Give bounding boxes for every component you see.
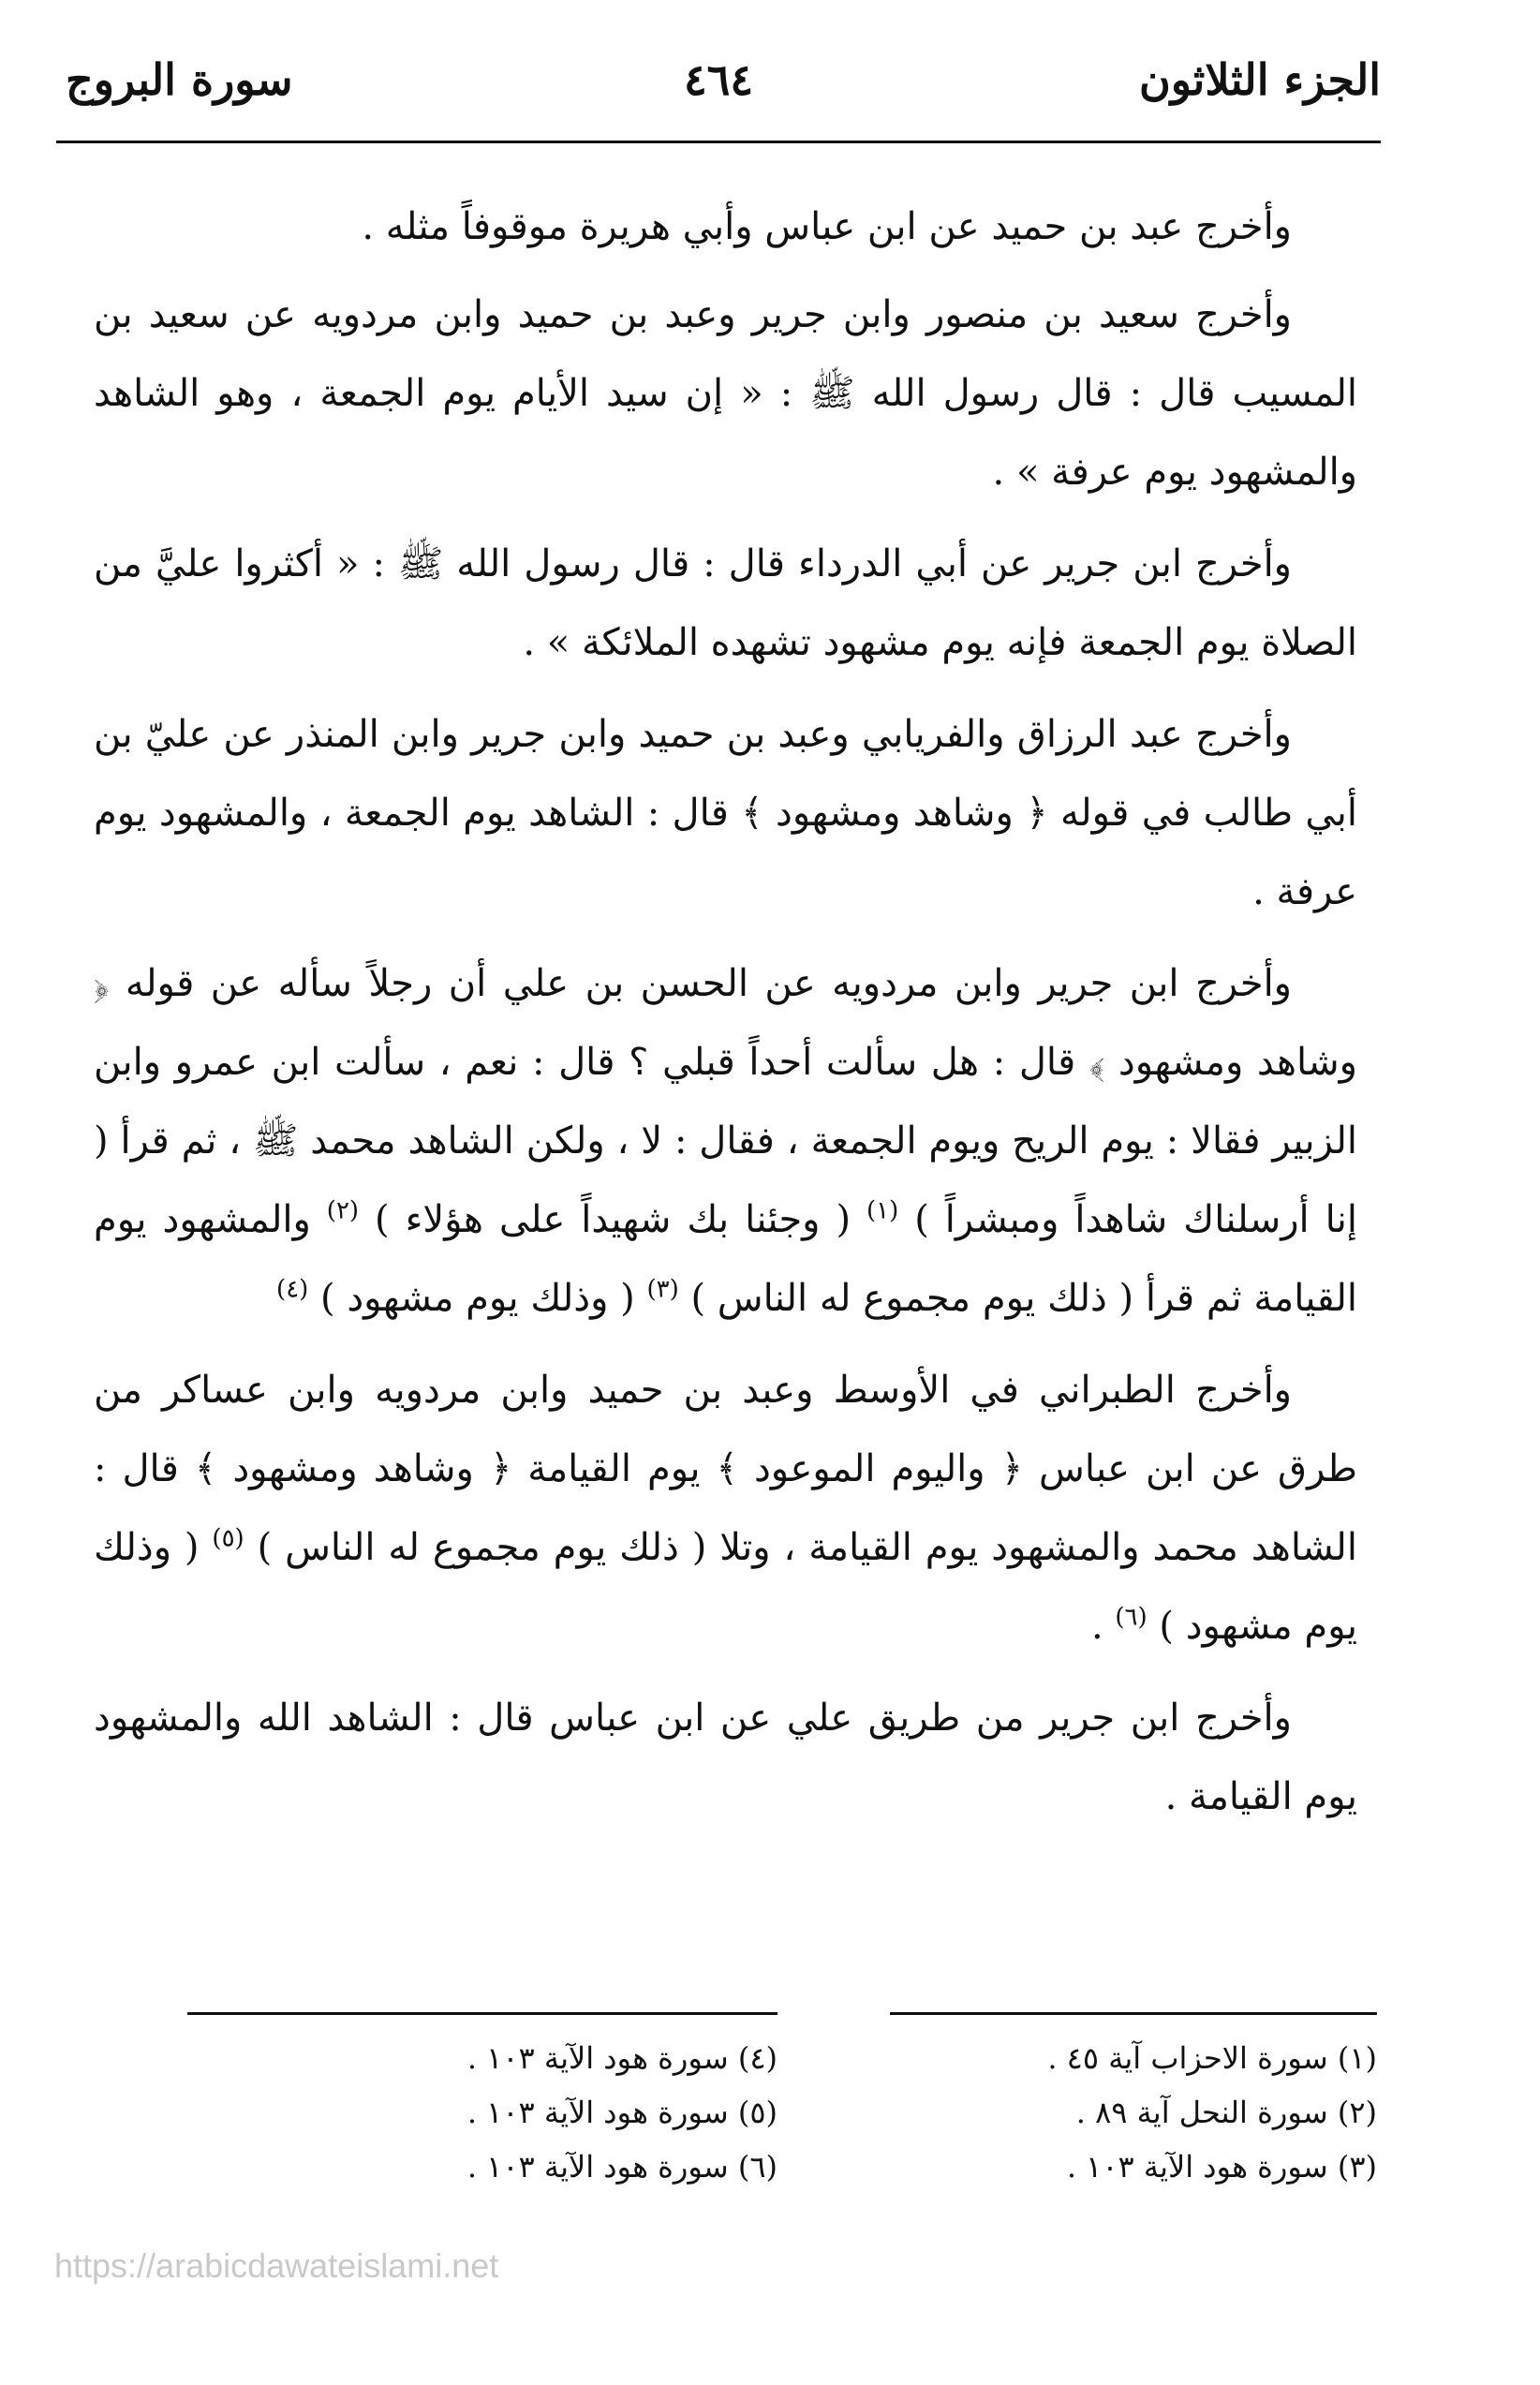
part-title: الجزء الثلاثون <box>1139 54 1381 105</box>
surah-title: سورة البروج <box>66 54 293 105</box>
paragraph-text: وأخرج الطبراني في الأوسط وعبد بن حميد وابن مردويه وابن عساكر من طرق عن ابن عباس ﴿ واليوم الموعود ﴾ يوم القيامة ﴿ وشاهد ومشهود ﴾ قال : الشاهد محمد والمشهود يوم القيامة ، وتلا ( ذلك يوم مجموع له الناس ) <box>94 1369 1357 1569</box>
page-body <box>94 187 1357 1849</box>
paragraph: وأخرج سعيد بن منصور وابن جرير وعبد بن حميد وابن مردويه عن سعيد بن المسيب قال : قال رسول الله ﷺ : « إن سيد الأيام يوم الجمعة ، وهو الشاهد والمشهود يوم عرفة » . <box>94 293 1357 494</box>
paragraph <box>94 944 1357 1338</box>
header-divider <box>56 141 1381 143</box>
footnote: (٦) سورة هود الآية ١٠٣ . <box>466 2149 777 2185</box>
paragraph <box>94 1351 1357 1666</box>
footnote: (٤) سورة هود الآية ١٠٣ . <box>466 2040 777 2076</box>
footnote-ref: (٤) <box>276 1275 309 1304</box>
paragraph-text: وأخرج ابن جرير وابن مردويه عن الحسن بن علي أن رجلاً سأله عن قوله ﴿ وشاهد ومشهود ﴾ قال : هل سألت أحداً قبلي ؟ قال : نعم ، سألت ابن عمرو وابن الزبير فقالا : يوم الريح ويوم الجمعة ، فقال : لا ، ولكن الشاهد محمد ﷺ ، ثم قرأ ( إنا أرسلناك شاهداً ومبشراً ) <box>94 962 1358 1241</box>
footnote: (٣) سورة هود الآية ١٠٣ . <box>1066 2149 1377 2185</box>
source-watermark: https://arabicdawateislami.net <box>54 2246 499 2285</box>
paragraph-text: ( وذلك يوم مشهود ) <box>320 1277 635 1320</box>
paragraph-text: . <box>1090 1605 1116 1648</box>
footnote-ref: (١) <box>866 1196 899 1225</box>
paragraph: وأخرج عبد الرزاق والفريابي وعبد بن حميد وابن جرير وابن المنذر عن عليّ بن أبي طالب في قوله ﴿ وشاهد ومشهود ﴾ قال : الشاهد يوم الجمعة ، والمشهود يوم عرفة . <box>94 713 1357 913</box>
paragraph-text: ( وجئنا بك شهيداً على هؤلاء ) <box>375 1198 851 1241</box>
page-number: ٤٦٤ <box>683 54 754 105</box>
footnote: (١) سورة الاحزاب آية ٤٥ . <box>1047 2040 1377 2076</box>
paragraph-text: والمشهود يوم القيامة ثم قرأ ( ذلك يوم مجموع له الناس ) <box>94 1198 1357 1320</box>
paragraph: وأخرج ابن جرير من طريق علي عن ابن عباس قال : الشاهد الله والمشهود يوم القيامة . <box>94 1696 1357 1818</box>
footnote-divider <box>890 2012 1377 2015</box>
footnotes-left-column <box>309 2031 777 2194</box>
footnote-ref: (٦) <box>1115 1603 1148 1632</box>
footnote-ref: (٣) <box>646 1275 679 1304</box>
page-header <box>56 45 1381 139</box>
footnotes-right-column <box>890 2031 1377 2194</box>
footnote-divider <box>187 2012 777 2015</box>
paragraph-text: ( وذلك يوم مشهود ) <box>94 1526 1357 1648</box>
footnote-ref: (٥) <box>212 1524 244 1553</box>
paragraph: وأخرج عبد بن حميد عن ابن عباس وأبي هريرة موقوفاً مثله . <box>362 205 1292 248</box>
footnote: (٢) سورة النحل آية ٨٩ . <box>1075 2095 1377 2130</box>
footnote: (٥) سورة هود الآية ١٠٣ . <box>466 2095 777 2130</box>
footnote-ref: (٢) <box>326 1196 360 1225</box>
paragraph: وأخرج ابن جرير عن أبي الدرداء قال : قال رسول الله ﷺ : « أكثروا عليَّ من الصلاة يوم الجمعة فإنه يوم مشهود تشهده الملائكة » . <box>94 542 1357 664</box>
